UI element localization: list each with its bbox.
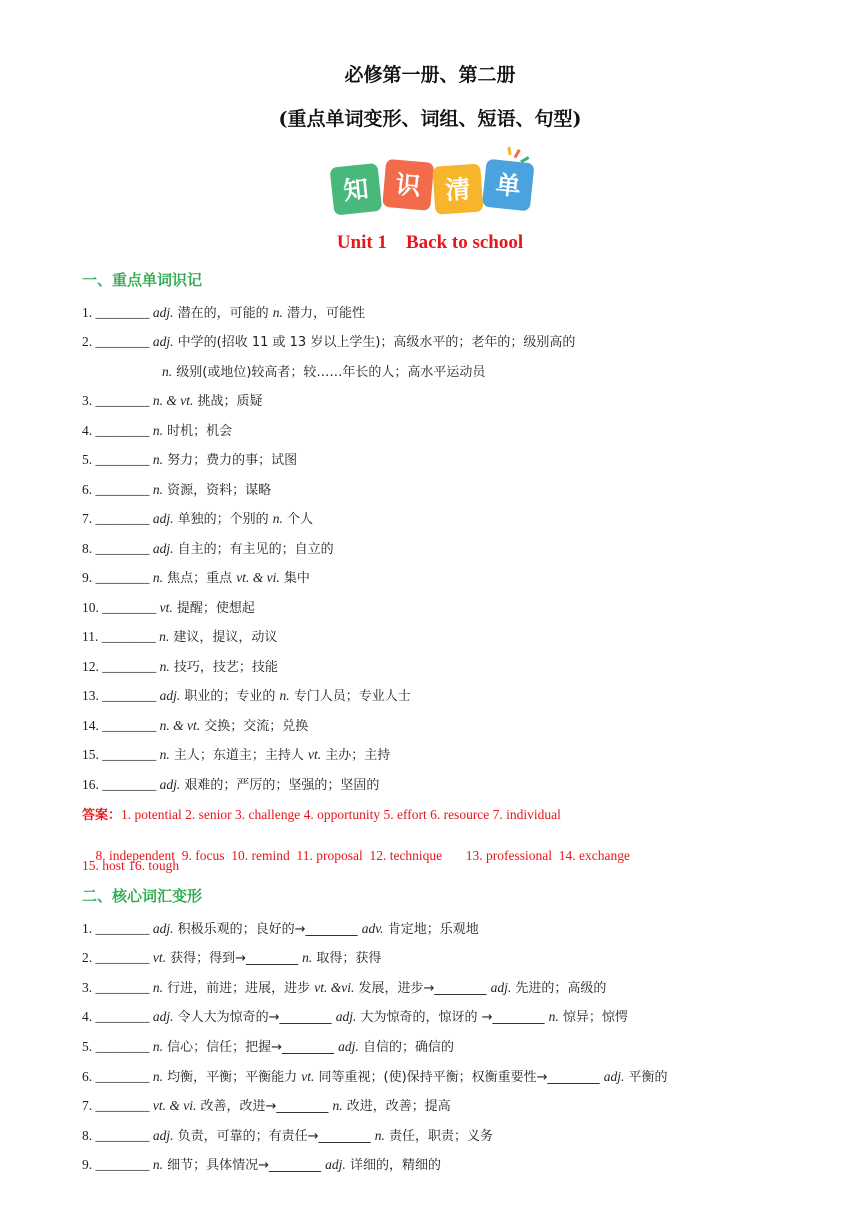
list-item: 11. ________ n. 建议，提议，动议 — [82, 629, 278, 645]
list-item: 5. ________ n. 努力；费力的事；试图 — [82, 452, 298, 468]
knowledge-list-badge — [326, 145, 538, 220]
list-item: 5. ________ n. 信心；信任；把握→________ adj. 自信的；确信的 — [82, 1039, 454, 1055]
answer-line: 15. host 16. tough — [82, 858, 180, 873]
list-item: 9. ________ n. 焦点；重点 vt. & vi. 集中 — [82, 570, 310, 586]
confetti-mark — [514, 149, 521, 158]
list-item: 1. ________ adj. 潜在的，可能的 n. 潜力，可能性 — [82, 305, 366, 321]
list-item: 7. ________ adj. 单独的；个别的 n. 个人 — [82, 511, 314, 527]
list-item: 13. ________ adj. 职业的；专业的 n. 专门人员；专业人士 — [82, 688, 411, 704]
list-item: 4. ________ adj. 令人大为惊奇的→________ adj. 大为惊奇的，惊讶的 →________ n. 惊异；惊愕 — [82, 1009, 628, 1025]
badge-char: 知 — [342, 173, 370, 206]
confetti-mark — [520, 156, 529, 163]
list-item: 16. ________ adj. 艰难的；严厉的；坚强的；坚固的 — [82, 777, 380, 793]
section-heading-vocab-forms: 二、核心词汇变形 — [82, 887, 203, 905]
page-title: 必修第一册、第二册 — [344, 64, 516, 86]
list-item: 8. ________ adj. 自主的；有主见的；自立的 — [82, 541, 334, 557]
list-item: 2. ________ vt. 获得；得到→________ n. 取得；获得 — [82, 950, 382, 966]
list-item: 7. ________ vt. & vi. 改善，改进→________ n. 改进，改善；提高 — [82, 1098, 451, 1114]
answer-label: 答案： — [82, 808, 122, 823]
list-item: 6. ________ n. 资源，资料；谋略 — [82, 482, 272, 498]
badge-char: 单 — [494, 169, 523, 202]
list-item: 15. ________ n. 主人；东道主；主持人 vt. 主办；主持 — [82, 747, 391, 763]
badge-tile-shi — [382, 159, 434, 211]
list-item: 9. ________ n. 细节；具体情况→________ adj. 详细的，精细的 — [82, 1157, 441, 1173]
list-item: 8. ________ adj. 负责，可靠的；有责任→________ n. 责任，职责；义务 — [82, 1128, 493, 1144]
list-item: 14. ________ n. & vt. 交换；交流；兑换 — [82, 718, 309, 734]
badge-tile-qing — [432, 164, 483, 215]
list-item: 4. ________ n. 时机；机会 — [82, 423, 233, 439]
list-item: 10. ________ vt. 提醒；使想起 — [82, 600, 255, 616]
list-item: 2. ________ adj. 中学的(招收 11 或 13 岁以上学生)；高级水平的；老年的；级别高的 — [82, 334, 576, 350]
list-item: 3. ________ n. 行进，前进；进展，进步 vt. &vi. 发展，进步→________ adj. 先进的；高级的 — [82, 980, 607, 996]
answer-line: 8. independent 9. focus 10. remind 11. proposal 12. technique 13. professional 14. exchange — [95, 848, 631, 863]
page-subtitle: (重点单词变形、词组、短语、句型) — [278, 108, 582, 130]
badge-char: 清 — [444, 174, 472, 205]
section-heading-key-words: 一、重点单词识记 — [82, 271, 203, 289]
list-item-continuation: n. 级别(或地位)较高者；较……年长的人；高水平运动员 — [162, 364, 486, 380]
badge-char: 识 — [394, 169, 422, 201]
list-item: 3. ________ n. & vt. 挑战；质疑 — [82, 393, 263, 409]
badge-tile-dan — [482, 159, 535, 212]
answer-line: 答案：1. potential 2. senior 3. challenge 4. opportunity 5. effort 6. resource 7. individual — [82, 807, 561, 823]
list-item: 1. ________ adj. 积极乐观的；良好的→________ adv. 肯定地；乐观地 — [82, 921, 479, 937]
unit-title: Unit 1 Back to school — [336, 232, 524, 253]
list-item: 6. ________ n. 均衡，平衡；平衡能力 vt. 同等重视；(使)保持平衡；权衡重要性→________ adj. 平衡的 — [82, 1069, 668, 1085]
list-item: 12. ________ n. 技巧，技艺；技能 — [82, 659, 278, 675]
confetti-mark — [507, 147, 511, 155]
badge-tile-zhi — [330, 163, 383, 216]
